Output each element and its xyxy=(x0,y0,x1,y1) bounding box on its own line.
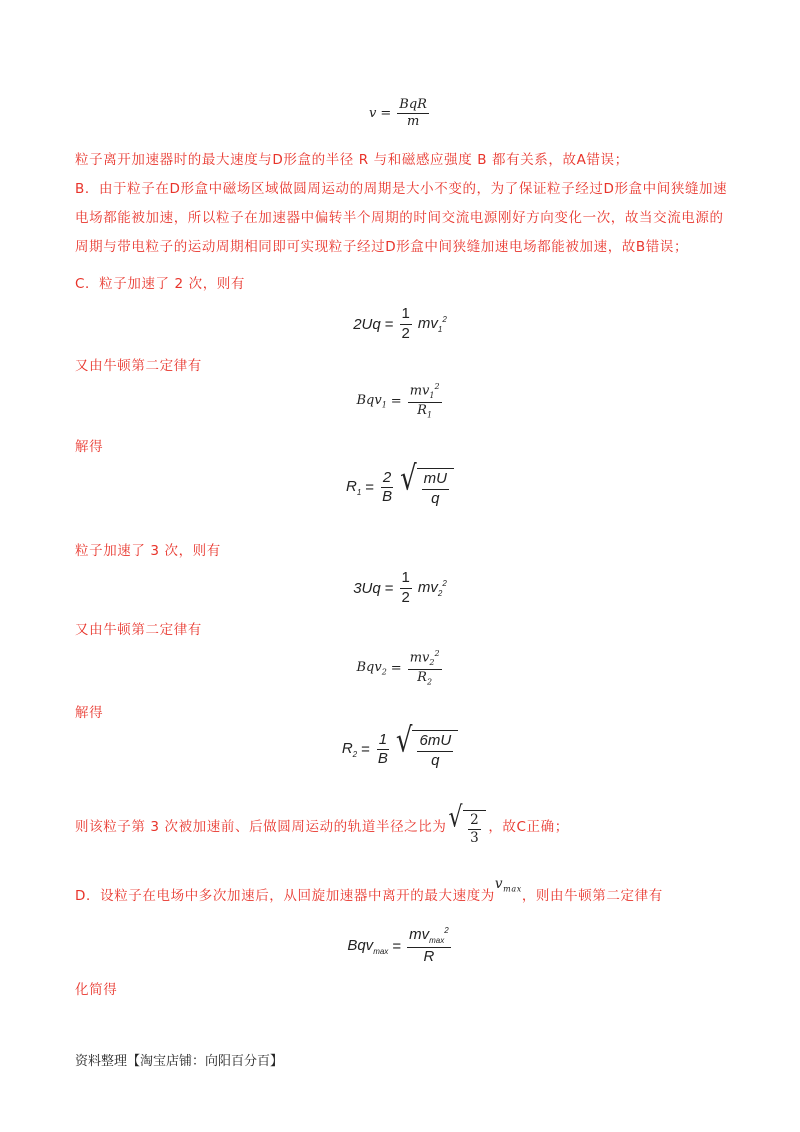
eq-subscript: 2 xyxy=(429,657,435,667)
eq-denominator: R xyxy=(417,402,427,418)
equation-force-2 xyxy=(0,650,800,687)
paragraph-radius-ratio xyxy=(75,802,735,846)
paragraph-newton-2: 又由牛顿第二定律有 xyxy=(75,622,202,638)
paragraph-solve-2: 解得 xyxy=(75,705,104,721)
eq-subscript: 1 xyxy=(437,324,443,334)
eq-radicand-numerator: 6mU xyxy=(417,733,453,752)
eq-lhs: R xyxy=(346,478,357,495)
ratio-text-after: ，故C正确； xyxy=(488,819,569,836)
eq-numerator: 1 xyxy=(400,570,412,589)
eq-subscript: 2 xyxy=(352,750,358,759)
eq-superscript: 2 xyxy=(434,649,440,658)
eq-denominator: 2 xyxy=(401,324,410,342)
ratio-square-root: √ $\frac{2}{3}$ xyxy=(448,810,486,846)
eq-superscript: 2 xyxy=(434,382,440,391)
eq-subscript: 2 xyxy=(426,677,433,687)
eq-sign: = xyxy=(390,394,402,410)
equation-force-1 xyxy=(0,383,800,420)
eq-radicand-numerator: mU xyxy=(422,471,449,490)
square-root: √ $\frac{6mU}{q}$ xyxy=(396,730,458,769)
paragraph-b-option: B．由于粒子在D形盒中磁场区域做圆周运动的周期是大小不变的，为了保证粒子经过D形盒中间狭缝加速电场都能被加速，所以粒子在加速器中偏转半个周期的时间交流电源刚好方向变化一次，故当交流电源的周期与带电粒子的运动周期相同即可实现粒子经过D形盒中间狭缝加速电场都能被加速，故B错误； xyxy=(75,181,728,255)
paragraph-accelerated-3: 粒子加速了 3 次，则有 xyxy=(75,543,221,559)
equation-energy-2 xyxy=(0,306,800,342)
eq-radicand-denominator: q xyxy=(431,751,440,769)
vmax-subscript: max xyxy=(503,884,522,894)
eq-subscript: 2 xyxy=(381,667,387,677)
vmax-symbol xyxy=(495,870,522,904)
paragraph-newton-1: 又由牛顿第二定律有 xyxy=(75,358,202,374)
eq-lhs: Bqv xyxy=(356,393,382,409)
paragraph-d-option xyxy=(75,876,735,914)
eq-sign: = xyxy=(392,937,402,955)
eq-denominator: m xyxy=(406,114,420,130)
eq-lhs: v xyxy=(369,106,377,122)
ratio-denominator: 3 xyxy=(470,829,480,846)
eq-lhs: R xyxy=(341,740,353,757)
eq-lhs: Bqv xyxy=(356,660,382,676)
eq-rhs: mv xyxy=(417,314,438,332)
eq-denominator: B xyxy=(382,488,393,505)
eq-denominator: R xyxy=(423,947,435,965)
eq-sign: = xyxy=(384,579,394,597)
eq-superscript: 2 xyxy=(442,578,447,588)
eq-numerator: 1 xyxy=(400,306,412,325)
eq-lhs: 2Uq xyxy=(353,315,381,333)
eq-numerator: 1 xyxy=(377,732,389,751)
d-text-before: D．设粒子在电场中多次加速后，从回旋加速器中离开的最大速度为 xyxy=(75,888,495,905)
eq-sign: = xyxy=(390,661,402,677)
eq-radicand-denominator: q xyxy=(431,489,440,507)
eq-subscript: max xyxy=(429,936,445,945)
eq-subscript: 1 xyxy=(426,410,433,420)
paragraph-simplify: 化简得 xyxy=(75,982,118,998)
eq-superscript: 2 xyxy=(442,314,447,324)
eq-sign: = xyxy=(365,479,375,496)
equation-radius-1 xyxy=(0,459,800,507)
footer-source: 资料整理【淘宝店铺：向阳百分百】 xyxy=(75,1054,284,1069)
square-root: √ $\frac{mU}{q}$ xyxy=(400,468,454,507)
eq-sign: = xyxy=(380,106,392,122)
eq-rhs: mv xyxy=(417,578,438,596)
paragraph-a-conclusion: 粒子离开加速器时的最大速度与D形盒的半径 R 与和磁感应强度 B 都有关系，故A错误； xyxy=(75,152,629,168)
ratio-numerator: 2 xyxy=(470,812,480,828)
equation-velocity xyxy=(0,98,800,130)
eq-subscript: max xyxy=(373,946,389,956)
eq-subscript: 2 xyxy=(437,588,443,598)
eq-denominator: B xyxy=(377,750,388,767)
paragraph-solve-1: 解得 xyxy=(75,439,104,455)
eq-sign: = xyxy=(384,315,394,333)
equation-energy-3 xyxy=(0,570,800,606)
equation-force-max xyxy=(0,927,800,965)
eq-subscript: 1 xyxy=(429,390,435,400)
eq-denominator: 2 xyxy=(401,588,410,606)
eq-numerator: mv xyxy=(409,383,430,399)
eq-numerator: mv xyxy=(409,650,430,666)
eq-lhs: Bqv xyxy=(347,936,374,954)
eq-subscript: 1 xyxy=(356,488,362,497)
ratio-text-before: 则该粒子第 3 次被加速前、后做圆周运动的轨道半径之比为 xyxy=(75,819,447,836)
d-text-after: ，则由牛顿第二定律有 xyxy=(521,888,663,905)
eq-lhs: 3Uq xyxy=(353,579,381,597)
paragraph-c-option: C．粒子加速了 2 次，则有 xyxy=(75,276,245,292)
eq-sign: = xyxy=(361,741,370,758)
eq-subscript: 1 xyxy=(381,400,387,410)
eq-superscript: 2 xyxy=(444,926,449,935)
vmax-var: v xyxy=(494,876,504,892)
eq-denominator: R xyxy=(417,669,427,685)
eq-numerator: BqR xyxy=(397,98,429,114)
equation-radius-2 xyxy=(0,721,800,769)
eq-numerator: mv xyxy=(409,926,430,943)
eq-numerator: 2 xyxy=(381,470,393,489)
